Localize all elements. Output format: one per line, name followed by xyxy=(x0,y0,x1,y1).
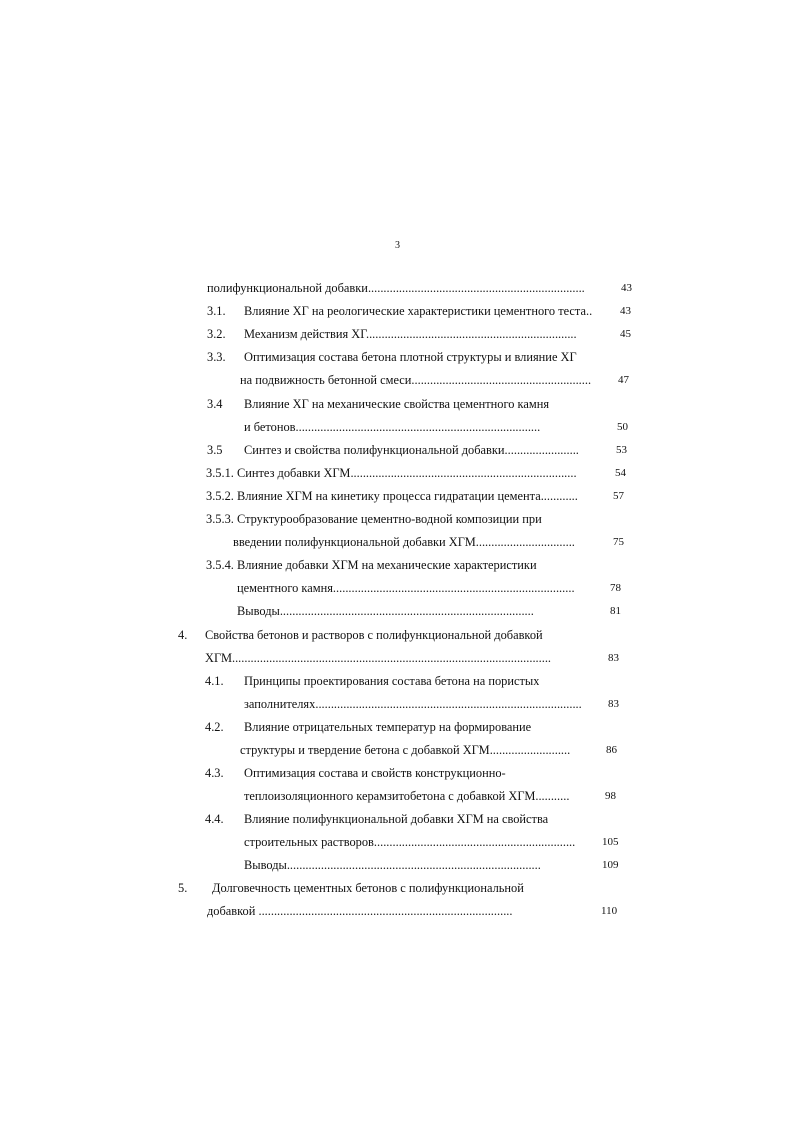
toc-page-number: 86 xyxy=(606,744,617,756)
toc-item-title: Выводы.................................................................................. xyxy=(237,604,534,618)
toc-leader-dots: .......................... xyxy=(489,743,571,757)
toc-page-number: 81 xyxy=(610,605,621,617)
toc-item-title: на подвижность бетонной смеси.......................................................... xyxy=(240,373,592,387)
toc-page-number: 78 xyxy=(610,582,621,594)
toc-item-number: 4.1. xyxy=(205,674,224,688)
toc-item-title: 3.5.1. Синтез добавки ХГМ......................................................................... xyxy=(206,466,577,480)
toc-page-number: 45 xyxy=(620,328,631,340)
toc-leader-dots: ...................................................................... xyxy=(367,281,585,295)
toc-leader-dots: ....................................................................................................... xyxy=(231,651,552,665)
toc-page-number: 83 xyxy=(608,698,619,710)
toc-leader-dots: .......................................................... xyxy=(411,373,592,387)
toc-item-number: 4. xyxy=(178,628,188,642)
toc-leader-dots: ................................................................. xyxy=(373,835,576,849)
toc-item-number: 3.1. xyxy=(207,304,226,318)
toc-leader-dots: ............................................................................... xyxy=(295,420,541,434)
toc-item-title: Влияние полифункциональной добавки ХГМ на свойства xyxy=(244,812,549,826)
toc-leader-dots: ........... xyxy=(535,789,570,803)
toc-leader-dots: ........................ xyxy=(504,443,579,457)
toc-item-title: Влияние ХГ на механические свойства цементного камня xyxy=(244,397,550,411)
toc-item-title: Выводы.................................................................................. xyxy=(244,858,541,872)
toc-item-title: заполнителях...................................................................................... xyxy=(244,697,582,711)
toc-item-title: Принципы проектирования состава бетона на пористых xyxy=(244,674,540,688)
toc-item-number: 4.2. xyxy=(205,720,224,734)
toc-leader-dots: .. xyxy=(586,304,593,318)
toc-leader-dots: ...................................................................................... xyxy=(315,697,582,711)
toc-item-title: строительных растворов................................................................. xyxy=(244,835,576,849)
toc-item-title: и бетонов............................................................................... xyxy=(244,420,541,434)
toc-page-number: 109 xyxy=(602,859,619,871)
toc-leader-dots: ................................ xyxy=(475,535,575,549)
toc-item-title: полифункциональной добавки...................................................................... xyxy=(207,281,585,295)
toc-item-title: теплоизоляционного керамзитобетона с добавкой ХГМ........... xyxy=(244,789,570,803)
toc-page-number: 43 xyxy=(620,305,631,317)
toc-page-number: 110 xyxy=(601,905,618,917)
toc-item-title: Синтез и свойства полифункциональной добавки........................ xyxy=(244,443,579,457)
toc-leader-dots: .................................................................................. xyxy=(255,904,513,918)
toc-item-title: Свойства бетонов и растворов с полифункциональной добавкой xyxy=(205,628,543,642)
page-number: 3 xyxy=(395,240,400,251)
toc-leader-dots: .................................................................................. xyxy=(286,858,541,872)
toc-leader-dots: .................................................................................. xyxy=(279,604,534,618)
toc-item-title: добавкой .................................................................................. xyxy=(207,904,513,918)
toc-page-number: 75 xyxy=(613,536,624,548)
toc-page-number: 98 xyxy=(605,790,616,802)
toc-item-title: ХГМ....................................................................................................... xyxy=(205,651,552,665)
toc-page-number: 105 xyxy=(602,836,619,848)
toc-item-number: 3.2. xyxy=(207,327,226,341)
toc-item-title: структуры и твердение бетона с добавкой ХГМ.......................... xyxy=(240,743,571,757)
toc-item-number: 3.5 xyxy=(207,443,223,457)
toc-page-number: 43 xyxy=(621,282,632,294)
toc-leader-dots: ............ xyxy=(540,489,578,503)
toc-item-number: 3.4 xyxy=(207,397,223,411)
toc-item-number: 4.4. xyxy=(205,812,224,826)
toc-page-number: 53 xyxy=(616,444,627,456)
toc-item-number: 5. xyxy=(178,881,188,895)
toc-item-title: введении полифункциональной добавки ХГМ................................ xyxy=(233,535,575,549)
toc-item-title: Влияние отрицательных температур на формирование xyxy=(244,720,532,734)
toc-item-title: 3.5.3. Структурообразование цементно-водной композиции при xyxy=(206,512,542,526)
toc-item-title: 3.5.2. Влияние ХГМ на кинетику процесса гидратации цемента............ xyxy=(206,489,578,503)
toc-item-title: Оптимизация состава и свойств конструкционно- xyxy=(244,766,506,780)
toc-leader-dots: .............................................................................. xyxy=(332,581,575,595)
toc-item-title: Оптимизация состава бетона плотной структуры и влияние ХГ xyxy=(244,350,577,364)
toc-item-title: Механизм действия ХГ.................................................................... xyxy=(244,327,577,341)
toc-item-title: цементного камня.............................................................................. xyxy=(237,581,575,595)
toc-leader-dots: .................................................................... xyxy=(365,327,577,341)
toc-page-number: 83 xyxy=(608,652,619,664)
toc-item-title: Долговечность цементных бетонов с полифункциональной xyxy=(212,881,524,895)
toc-item-title: 3.5.4. Влияние добавки ХГМ на механические характеристики xyxy=(206,558,537,572)
toc-leader-dots: ......................................................................... xyxy=(350,466,577,480)
toc-page-number: 54 xyxy=(615,467,626,479)
toc-page-number: 57 xyxy=(613,490,624,502)
toc-page-number: 50 xyxy=(617,421,628,433)
toc-item-title: Влияние ХГ на реологические характеристики цементного теста.. xyxy=(244,304,593,318)
toc-page-number: 47 xyxy=(618,374,629,386)
toc-item-number: 4.3. xyxy=(205,766,224,780)
toc-item-number: 3.3. xyxy=(207,350,226,364)
